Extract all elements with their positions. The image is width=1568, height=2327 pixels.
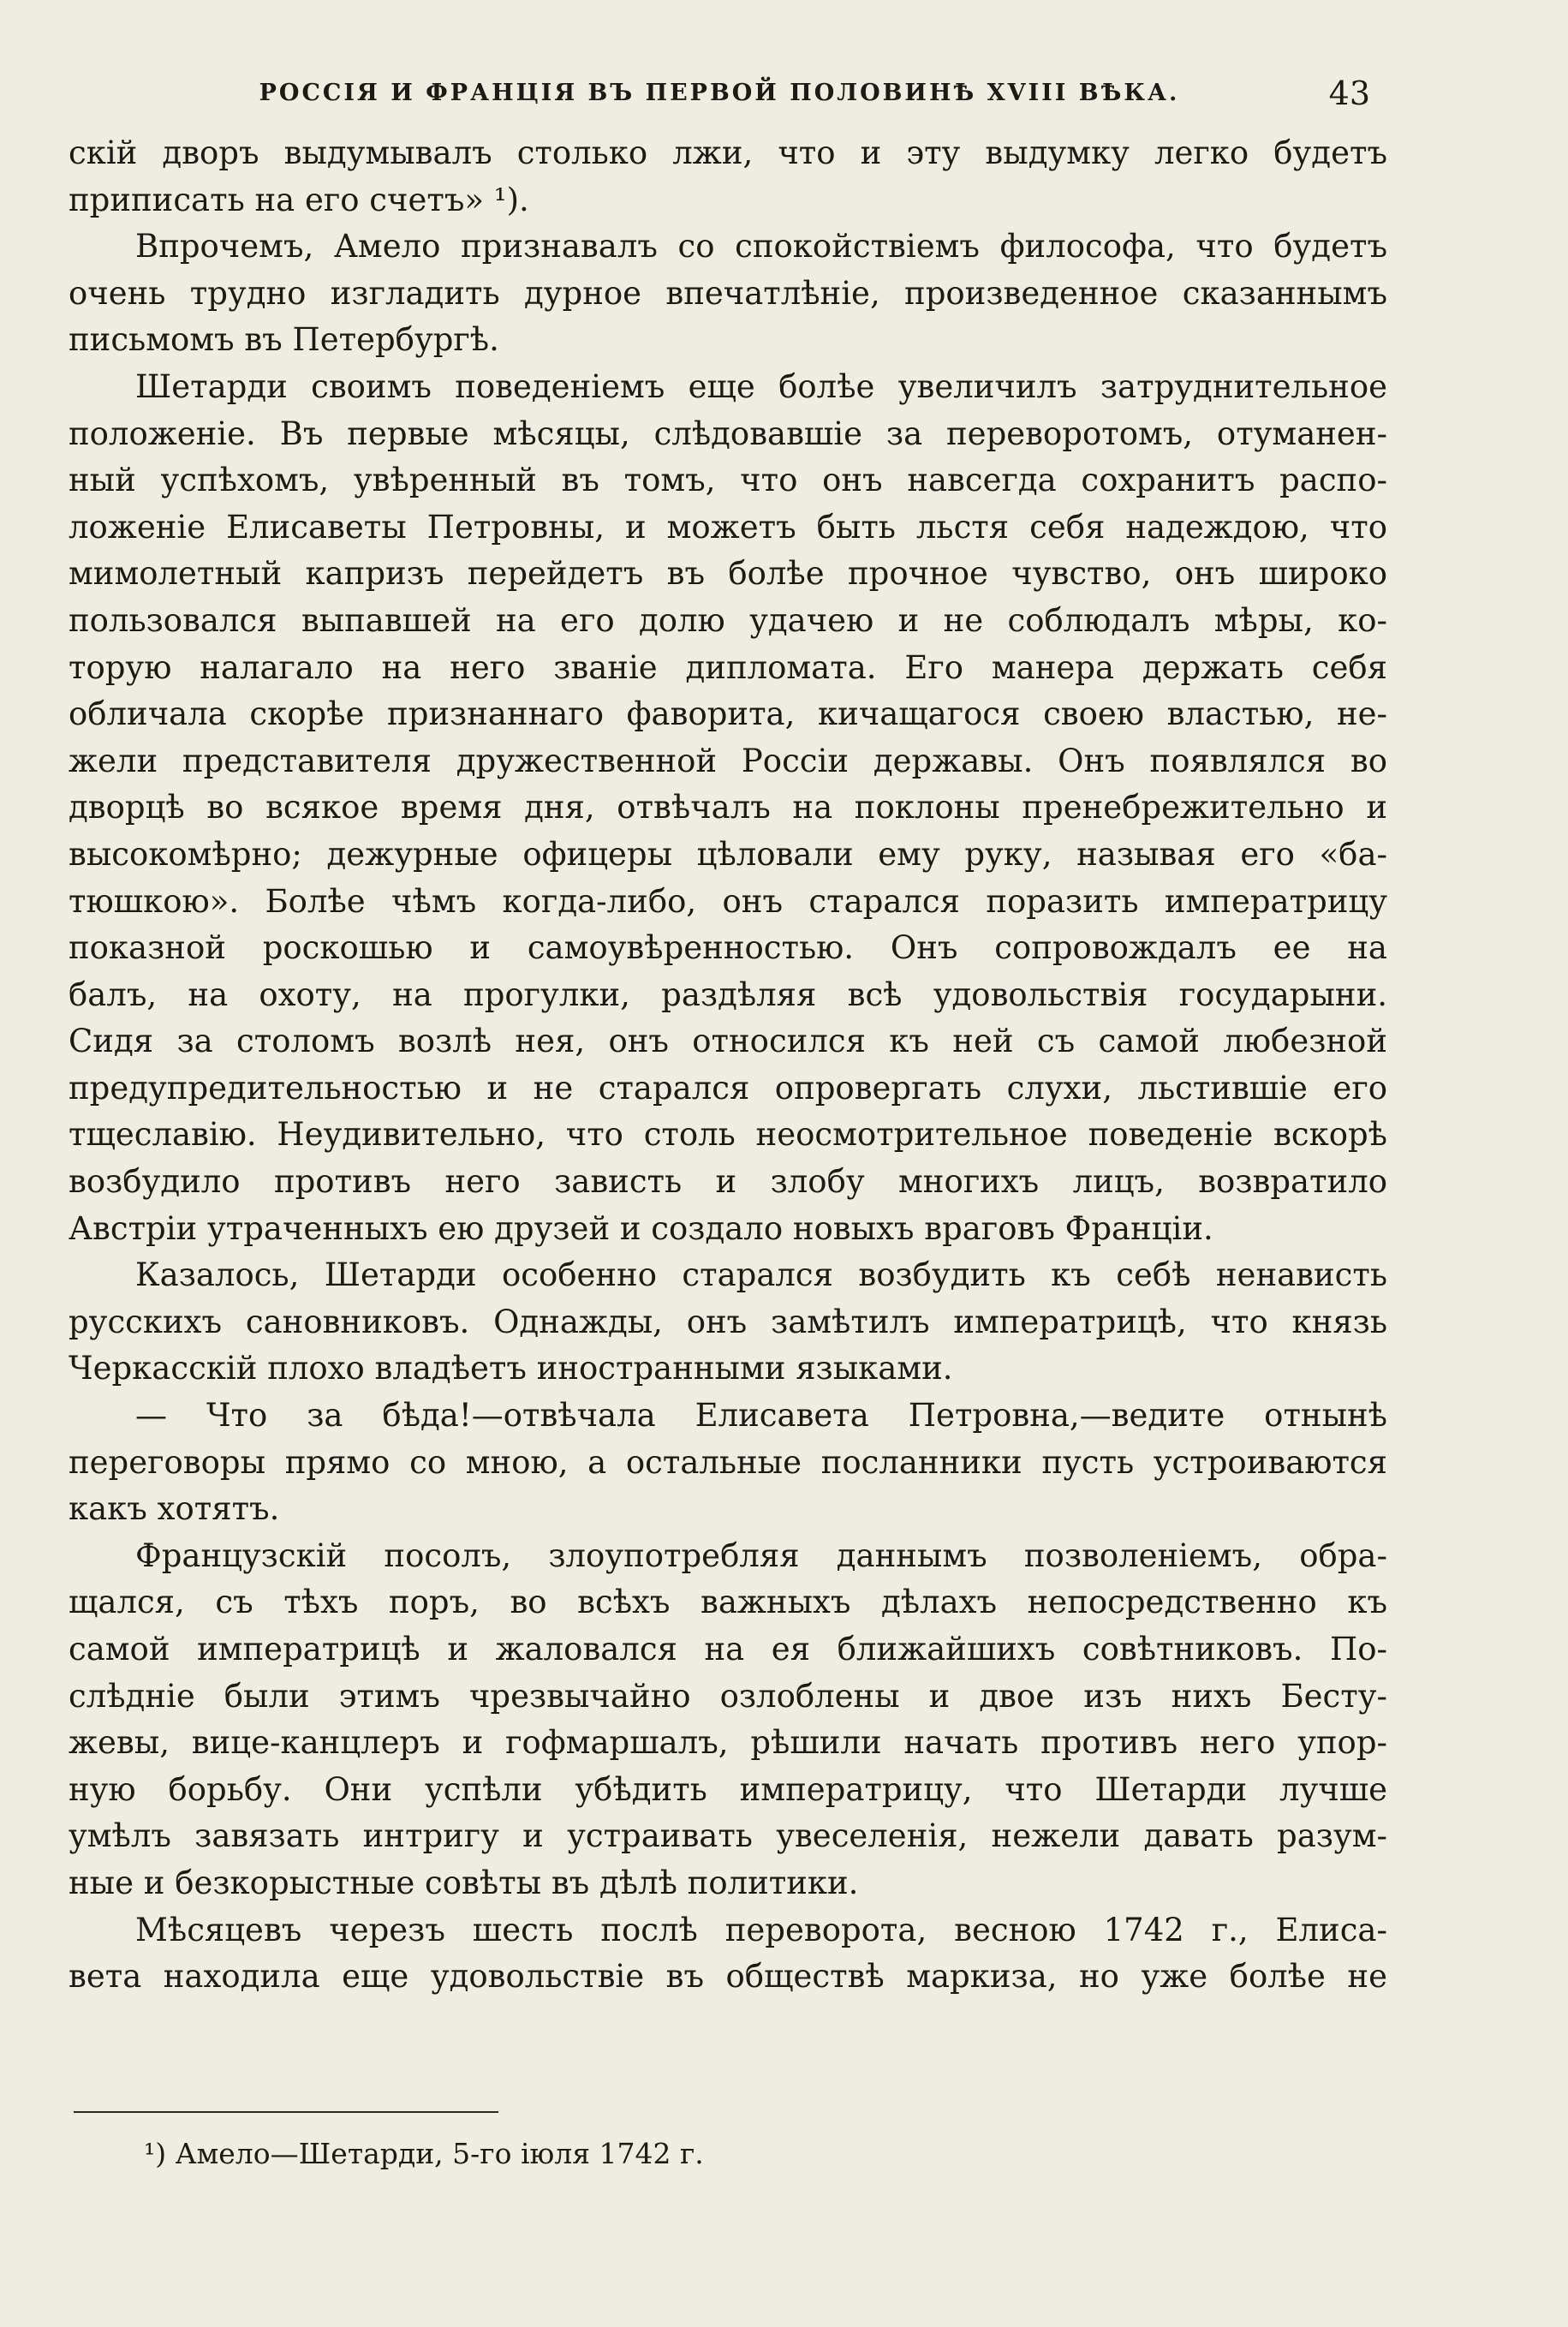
text-line: ложеніе Елисаветы Петровны, и можетъ быть льстя себя надеждою, что [69, 508, 1387, 546]
text-line: высокомѣрно; дежурные офицеры цѣловали ему руку, называя его «ба- [69, 835, 1387, 873]
text-line: обличала скорѣе признаннаго фаворита, кичащагося своею властью, не- [69, 695, 1387, 733]
text-line: жели представителя дружественной Россіи державы. Онъ появлялся во [69, 742, 1387, 779]
text-line: положеніе. Въ первые мѣсяцы, слѣдовавшіе за переворотомъ, отуманен- [69, 415, 1387, 452]
text-line: Черкасскій плохо владѣетъ иностранными языками. [69, 1350, 953, 1387]
text-line: ную борьбу. Они успѣли убѣдить императрицу, что Шетарди лучше [69, 1770, 1387, 1808]
text-line: Французскій посолъ, злоупотребляя даннымъ позволеніемъ, обра- [135, 1536, 1387, 1574]
text-line: дворцѣ во всякое время дня, отвѣчалъ на поклоны пренебрежительно и [69, 789, 1387, 826]
text-line: ный успѣхомъ, увѣренный въ томъ, что онъ навсегда сохранитъ распо- [69, 462, 1387, 499]
text-line: вета находила еще удовольствіе въ обществѣ маркиза, но уже болѣе не [69, 1958, 1387, 1996]
text-line: Впрочемъ, Амело признавалъ со спокойствіемъ философа, что будетъ [135, 228, 1387, 266]
text-line: предупредительностью и не старался опровергать слухи, льстившіе его [69, 1069, 1387, 1107]
footnote [144, 2131, 704, 2177]
footnote-divider [74, 2111, 498, 2113]
text-line: самой императрицѣ и жаловался на ея ближайшихъ совѣтниковъ. По- [69, 1631, 1387, 1668]
text-line: возбудило противъ него зависть и злобу многихъ лицъ, возвратило [69, 1163, 1387, 1201]
text-line: приписать на его счетъ» ¹). [69, 181, 529, 218]
footnote-text: Амело—Шетарди, 5-го іюля 1742 г. [175, 2137, 704, 2170]
text-line: русскихъ сановниковъ. Однажды, онъ замѣтилъ императрицѣ, что князь [69, 1303, 1387, 1340]
text-line: слѣдніе были этимъ чрезвычайно озлоблены и двое изъ нихъ Бесту- [69, 1677, 1387, 1715]
text-line: скій дворъ выдумывалъ столько лжи, что и эту выдумку легко будетъ [69, 134, 1387, 171]
text-line: жевы, вице-канцлеръ и гофмаршалъ, рѣшили начать противъ него упор- [69, 1724, 1387, 1762]
text-line: Сидя за столомъ возлѣ нея, онъ относился къ ней съ самой любезной [69, 1023, 1387, 1060]
text-line: Австріи утраченныхъ ею друзей и создало новыхъ враговъ Франціи. [69, 1209, 1213, 1247]
body-text [69, 130, 1387, 2001]
text-line: — Что за бѣда!—отвѣчала Елисавета Петровна,—ведите отнынѣ [135, 1397, 1387, 1435]
text-line: Мѣсяцевъ черезъ шесть послѣ переворота, весною 1742 г., Елиса- [135, 1911, 1387, 1948]
text-line: тщеславію. Неудивительно, что столь неосмотрительное поведеніе вскорѣ [69, 1116, 1387, 1154]
text-line: балъ, на охоту, на прогулки, раздѣляя всѣ удовольствія государыни. [69, 976, 1387, 1013]
text-line: показной роскошью и самоувѣренностью. Онъ сопровождалъ ее на [69, 929, 1387, 967]
text-line: очень трудно изгладить дурное впечатлѣніе, произведенное сказаннымъ [69, 274, 1387, 312]
text-line: пользовался выпавшей на его долю удачею и не соблюдалъ мѣры, ко- [69, 601, 1387, 639]
text-line: щался, съ тѣхъ поръ, во всѣхъ важныхъ дѣлахъ непосредственно къ [69, 1584, 1387, 1621]
text-line: умѣлъ завязать интригу и устраивать увеселенія, нежели давать разум- [69, 1817, 1387, 1855]
text-line: ные и безкорыстные совѣты въ дѣлѣ политики. [69, 1864, 859, 1901]
text-line: мимолетный капризъ перейдетъ въ болѣе прочное чувство, онъ широко [69, 555, 1387, 593]
page-header-title: РОССІЯ И ФРАНЦІЯ ВЪ ПЕРВОЙ ПОЛОВИНѢ XVIII ВѢКА. [259, 80, 1180, 106]
running-head [69, 72, 1370, 115]
text-line: Шетарди своимъ поведеніемъ еще болѣе увеличилъ затруднительное [135, 367, 1387, 405]
text-line: переговоры прямо со мною, а остальные посланники пусть устроиваются [69, 1443, 1387, 1481]
text-line: тюшкою». Болѣе чѣмъ когда-либо, онъ старался поразить императрицу [69, 882, 1387, 920]
text-line: Казалось, Шетарди особенно старался возбудить къ себѣ ненависть [135, 1256, 1387, 1294]
text-line: письмомъ въ Петербургѣ. [69, 321, 499, 359]
page-number: 43 [1328, 75, 1370, 112]
text-line: торую налагало на него званіе дипломата. Его манера держать себя [69, 648, 1387, 686]
text-line: какъ хотятъ. [69, 1490, 280, 1528]
footnote-marker: ¹) [144, 2137, 167, 2170]
